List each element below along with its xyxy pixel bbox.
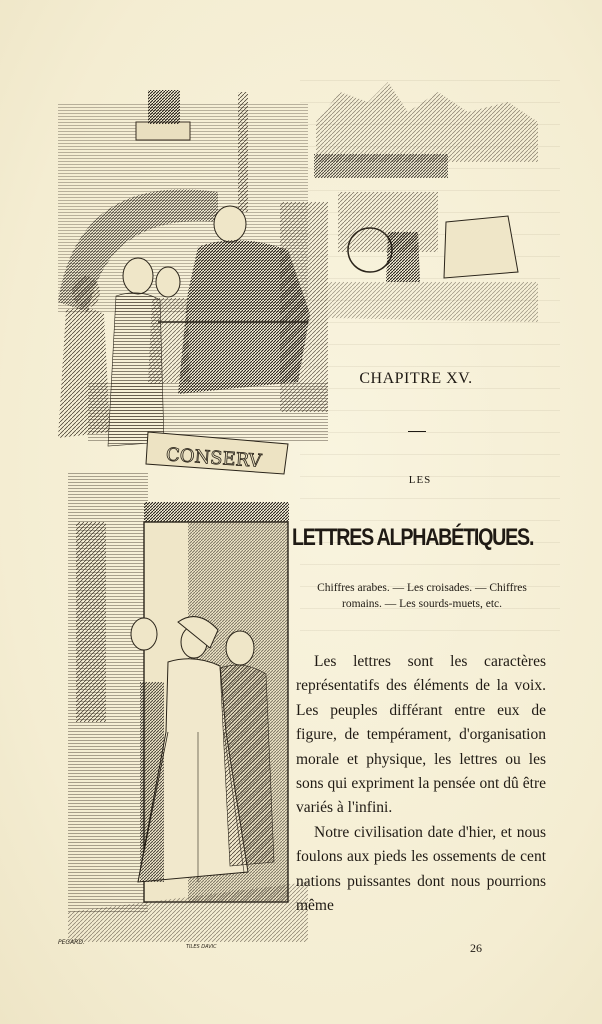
chapter-summary-line2: romains. — Les sourds-muets, etc. [341, 598, 502, 610]
stone-step [88, 382, 328, 442]
body-text [296, 650, 546, 918]
engraving-sign-text: CONSERV [165, 444, 263, 473]
artist-signature-left: PEGARD. [58, 939, 85, 946]
page-number: 26 [470, 941, 482, 955]
chapter-summary-line1: Chiffres arabes. — Les croisades. — Chiffres [317, 582, 527, 594]
artist-signature-right: TILES DAVIC [186, 944, 217, 950]
chapter-summary [296, 580, 548, 612]
street-scene [314, 82, 538, 322]
paragraph-2: Notre civilisation date d'hier, et nous foulons aux pieds les ossements de cent nations puissantes dont nous pourrions même [296, 823, 546, 915]
chapter-title: LETTRES ALPHABÉTIQUES. [292, 524, 534, 551]
chapter-heading: CHAPITRE XV. [359, 370, 473, 387]
chapter-pretitle: LES [408, 474, 432, 486]
chapter-rule [408, 431, 426, 432]
paragraph-1: Les lettres sont les caractères représentatifs des éléments de la voix. Les peuples différant entre eux de figure, de tempérament, d'organisation morale et physique, les lettres ou les sons qui expriment la pensée ont dû être variés à l'infini. [296, 653, 546, 817]
